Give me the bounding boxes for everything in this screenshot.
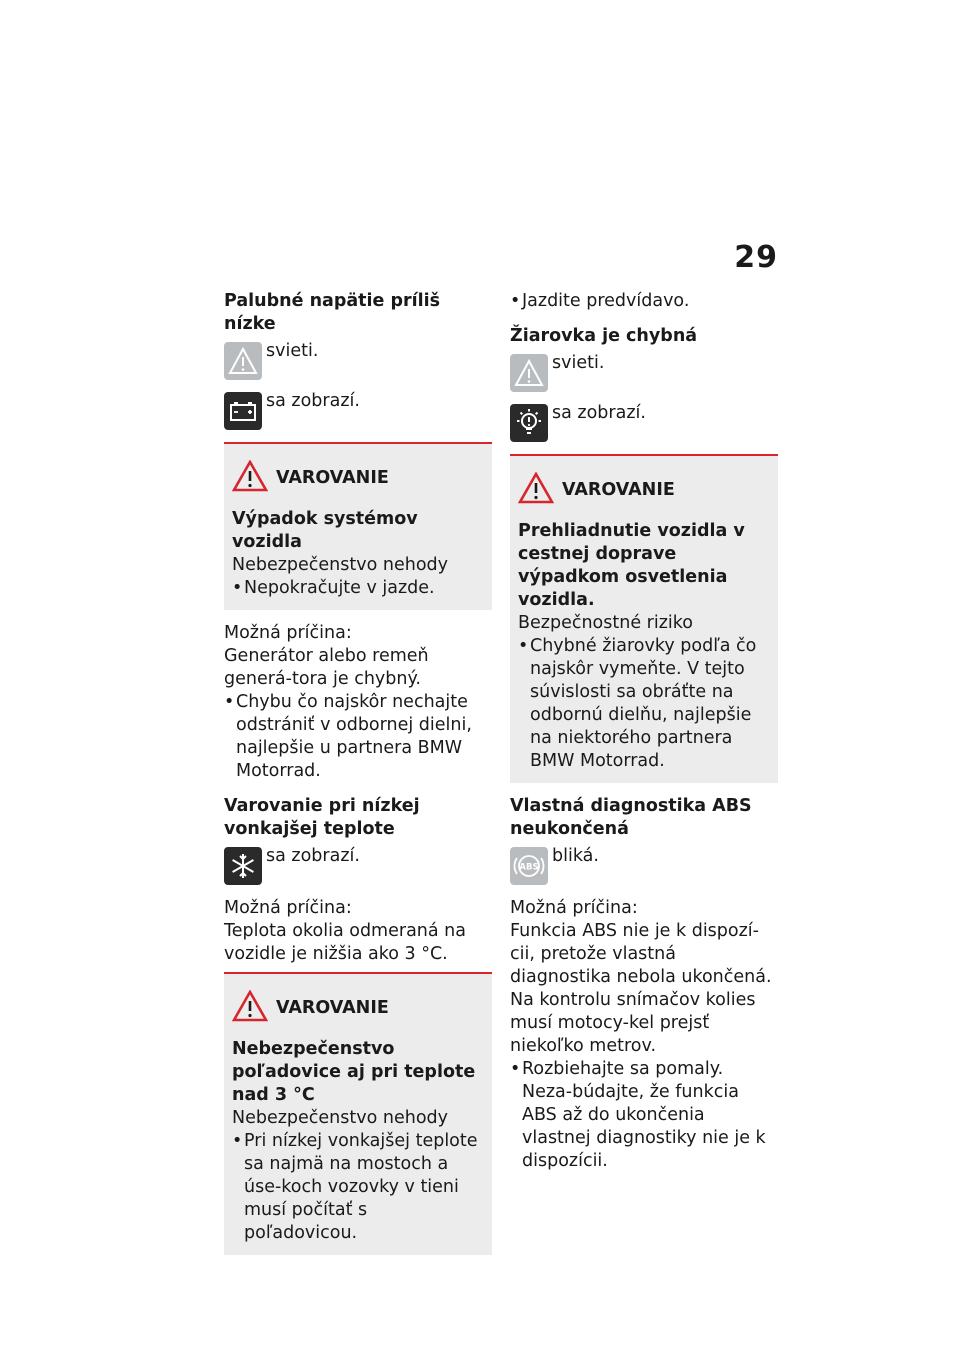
warning-title: VAROVANIE	[276, 998, 389, 1018]
warning-bullet: • Nepokračujte v jazde.	[232, 577, 484, 600]
warning-box-ice	[224, 972, 492, 1255]
cause-text: Generátor alebo remeň generá-tora je chybný.	[224, 646, 429, 689]
warning-title: VAROVANIE	[276, 468, 389, 488]
heading-low-voltage: Palubné napätie príliš nízke	[224, 291, 441, 334]
bulb-icon	[510, 404, 548, 442]
warning-bullet: • Chybné žiarovky podľa čo najskôr vymeňte. V tejto súvislosti sa obráťte na odbornú dielňu, najlepšie na niektorého partnera BMW Motorrad.	[518, 635, 770, 773]
icon-row-warning	[510, 354, 778, 392]
icon-label: sa zobrazí.	[266, 846, 360, 866]
icon-row-battery	[224, 392, 492, 430]
cause-label: Možná príčina:	[224, 623, 352, 643]
action-bullet: • Jazdite predvídavo.	[510, 290, 778, 313]
warning-subtitle: Nebezpečenstvo poľadovice aj pri teplote nad 3 °C	[232, 1039, 476, 1105]
warning-header	[232, 990, 484, 1026]
general-warning-icon	[224, 342, 262, 380]
cause-label: Možná príčina:	[510, 898, 638, 918]
icon-row-warning	[224, 342, 492, 380]
warning-bullet: • Pri nízkej vonkajšej teplote sa najmä na mostoch a úse-koch vozovky v tieni musí počítať s poľadovicou.	[232, 1130, 484, 1245]
heading-low-temperature: Varovanie pri nízkej vonkajšej teplote	[224, 796, 420, 839]
battery-icon	[224, 392, 262, 430]
action-bullet: • Chybu čo najskôr nechajte odstrániť v odbornej dielni, najlepšie u partnera BMW Motorrad.	[224, 691, 492, 783]
warning-line: Bezpečnostné riziko	[518, 613, 693, 633]
warning-title: VAROVANIE	[562, 480, 675, 500]
cause-text: Teplota okolia odmeraná na vozidle je nižšia ako 3 °C.	[224, 921, 466, 964]
warning-box-systems	[224, 442, 492, 610]
warning-subtitle: Prehliadnutie vozidla v cestnej doprave výpadkom osvetlenia vozidla.	[518, 521, 745, 610]
warning-triangle-icon	[232, 990, 268, 1026]
cause-label: Možná príčina:	[224, 898, 352, 918]
warning-triangle-icon	[232, 460, 268, 496]
warning-header	[518, 472, 770, 508]
warning-triangle-icon	[518, 472, 554, 508]
warning-subtitle: Výpadok systémov vozidla	[232, 509, 418, 552]
warning-line: Nebezpečenstvo nehody	[232, 555, 448, 575]
icon-label: sa zobrazí.	[552, 403, 646, 423]
action-bullet: • Rozbiehajte sa pomaly. Neza-búdajte, že funkcia ABS až do ukončenia vlastnej diagnostiky nie je k dispozícii.	[510, 1058, 778, 1173]
icon-row-abs	[510, 847, 778, 885]
right-column	[510, 290, 778, 1173]
icon-label: sa zobrazí.	[266, 391, 360, 411]
icon-row-bulb	[510, 404, 778, 442]
svg-text:ABS: ABS	[519, 862, 539, 873]
general-warning-icon	[510, 354, 548, 392]
heading-bulb-defect: Žiarovka je chybná	[510, 326, 698, 346]
icon-label: bliká.	[552, 846, 599, 866]
icon-label: svieti.	[266, 341, 319, 361]
snowflake-icon	[224, 847, 262, 885]
cause-text: Funkcia ABS nie je k dispozí-cii, pretože vlastná diagnostika nebola ukončená. Na kontrolu snímačov kolies musí motocy-kel prejsť niekoľko metrov.	[510, 921, 772, 1056]
page-number: 29	[734, 240, 778, 275]
abs-icon	[510, 847, 548, 885]
icon-row-snowflake	[224, 847, 492, 885]
icon-label: svieti.	[552, 353, 605, 373]
left-column	[224, 290, 492, 1267]
warning-header	[232, 460, 484, 496]
warning-box-lighting	[510, 454, 778, 783]
heading-abs-diagnosis: Vlastná diagnostika ABS neukončená	[510, 796, 752, 839]
warning-line: Nebezpečenstvo nehody	[232, 1108, 448, 1128]
